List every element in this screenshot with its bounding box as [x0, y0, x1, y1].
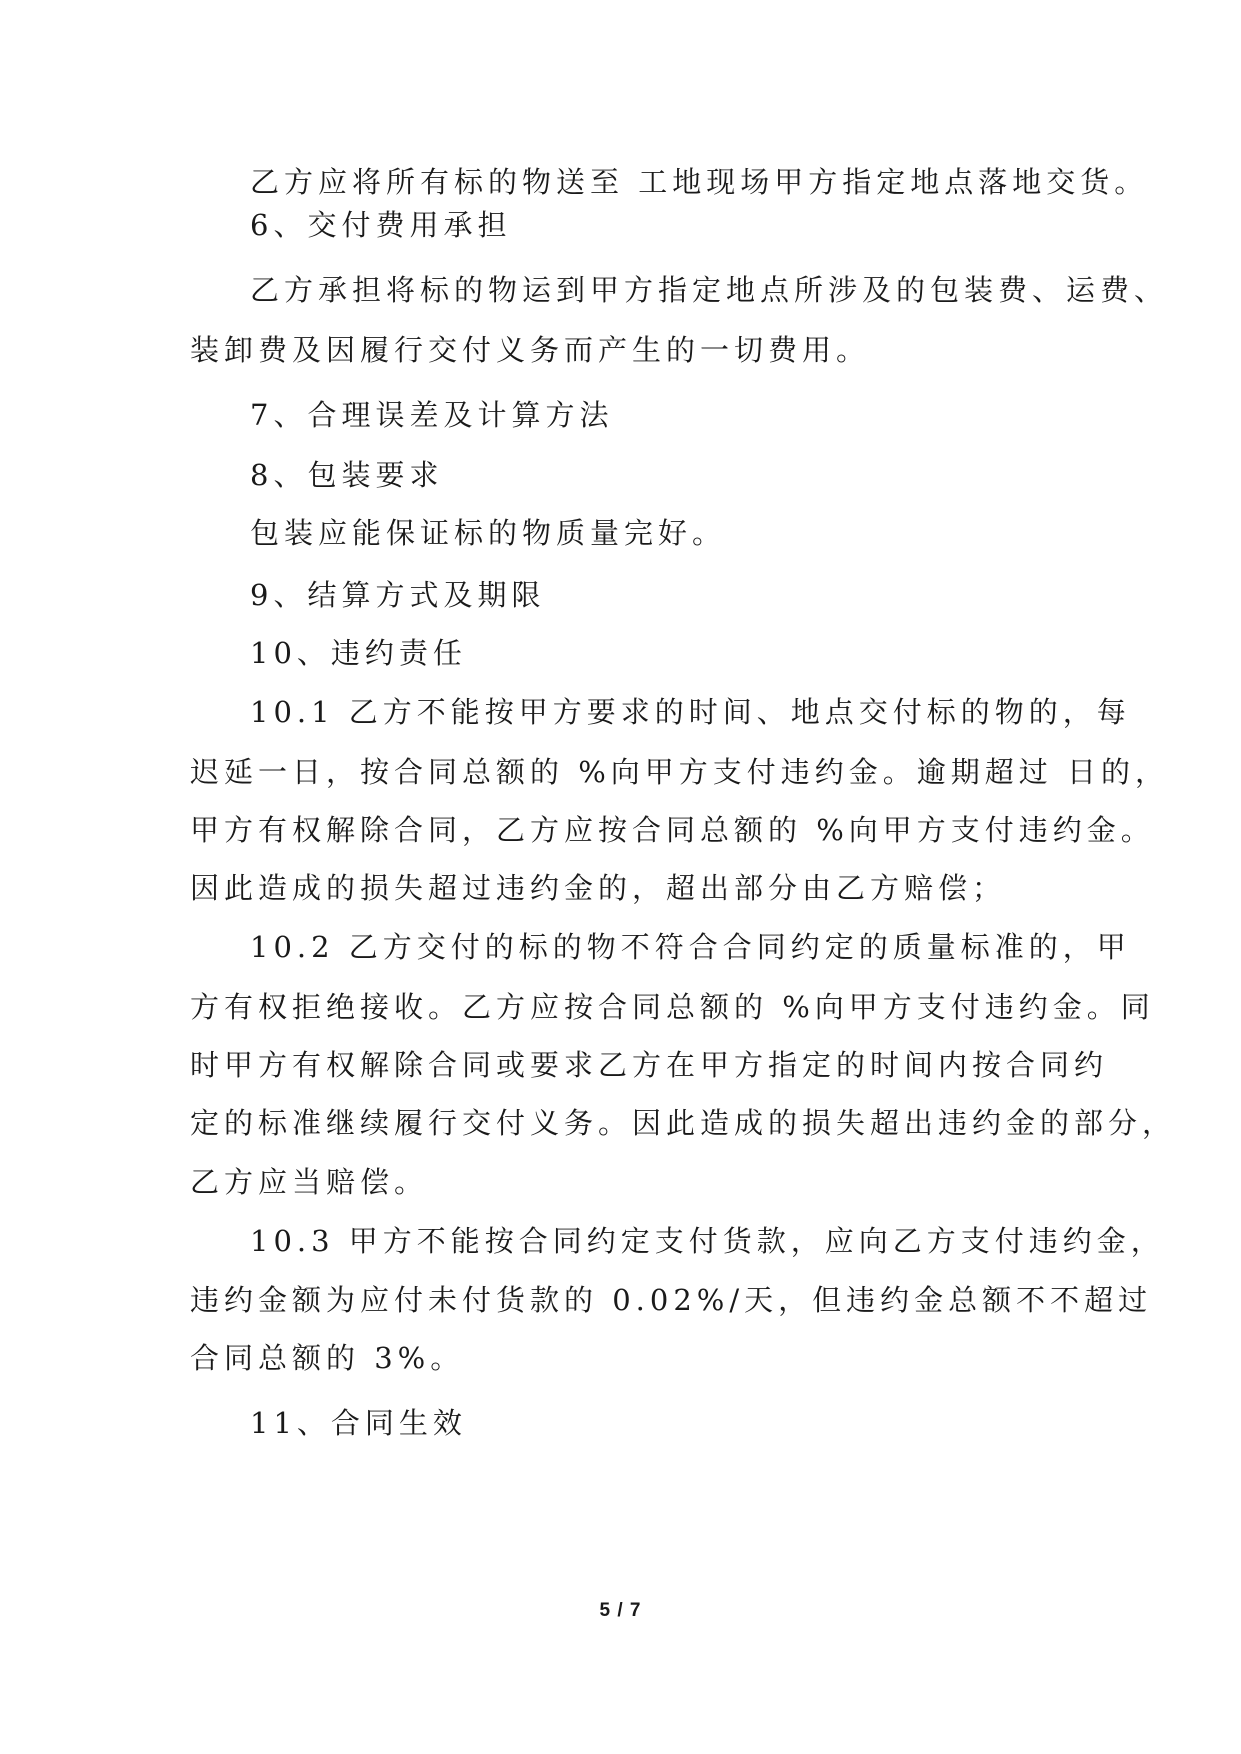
clause-10-1-line-3: 甲方有权解除合同，乙方应按合同总额的 %向甲方支付违约金。 — [190, 813, 1155, 847]
paragraph-delivery-location: 乙方应将所有标的物送至 工地现场甲方指定地点落地交货。 — [250, 165, 1149, 199]
page-number: 5 / 7 — [599, 1600, 642, 1621]
paragraph-packaging: 包装应能保证标的物质量完好。 — [250, 516, 727, 550]
clause-10-1-line-1: 10.1 乙方不能按甲方要求的时间、地点交付标的物的，每 — [250, 695, 1131, 729]
section-heading-11: 11、合同生效 — [250, 1406, 467, 1440]
section-heading-7: 7、合理误差及计算方法 — [250, 398, 614, 432]
clause-10-2-line-2: 方有权拒绝接收。乙方应按合同总额的 %向甲方支付违约金。同 — [190, 990, 1155, 1024]
clause-10-2-line-1: 10.2 乙方交付的标的物不符合合同约定的质量标准的，甲 — [250, 930, 1131, 964]
section-heading-6: 6、交付费用承担 — [250, 208, 512, 242]
clause-10-3-line-1: 10.3 甲方不能按合同约定支付货款，应向乙方支付违约金， — [250, 1224, 1165, 1258]
clause-10-2-line-5: 乙方应当赔偿。 — [190, 1165, 429, 1199]
clause-10-2-line-3: 时甲方有权解除合同或要求乙方在甲方指定的时间内按合同约 — [190, 1048, 1109, 1082]
section-heading-9: 9、结算方式及期限 — [250, 578, 546, 612]
clause-10-1-line-4: 因此造成的损失超过违约金的，超出部分由乙方赔偿； — [190, 871, 1007, 905]
paragraph-delivery-cost-line-1: 乙方承担将标的物运到甲方指定地点所涉及的包装费、运费、 — [250, 273, 1169, 307]
paragraph-delivery-cost-line-2: 装卸费及因履行交付义务而产生的一切费用。 — [190, 333, 871, 367]
section-heading-8: 8、包装要求 — [250, 458, 444, 492]
clause-10-3-line-2: 违约金额为应付未付货款的 0.02%/天，但违约金总额不不超过 — [190, 1283, 1153, 1317]
clause-10-1-line-2: 迟延一日，按合同总额的 %向甲方支付违约金。逾期超过 日的， — [190, 755, 1169, 789]
clause-10-3-line-3: 合同总额的 3%。 — [190, 1341, 465, 1375]
section-heading-10: 10、违约责任 — [250, 636, 467, 670]
clause-10-2-line-4: 定的标准继续履行交付义务。因此造成的损失超出违约金的部分， — [190, 1106, 1177, 1140]
